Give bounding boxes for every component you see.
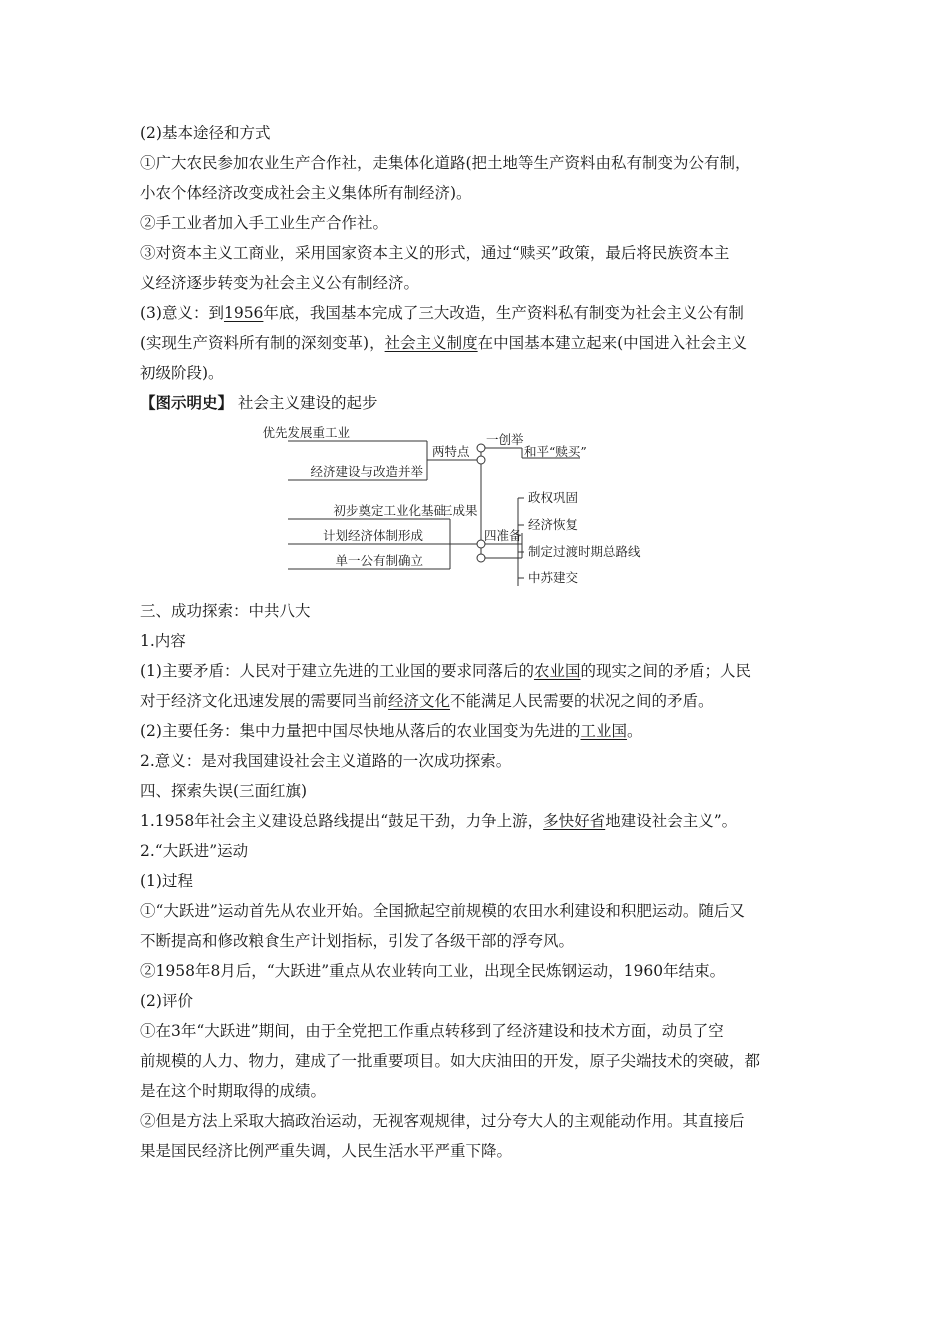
text-segment: 地建设社会主义”。	[605, 812, 738, 830]
diagram-group-label: 两特点	[432, 444, 470, 459]
text-segment: 初级阶段)。	[140, 364, 224, 382]
text-segment: 1.1958年社会主义建设总路线提出“鼓足干劲，力争上游，	[140, 812, 544, 830]
text-line	[140, 896, 820, 926]
text-line	[140, 716, 820, 746]
section-socialist-transformation	[140, 118, 820, 388]
text-segment: 小农个体经济改变成社会主义集体所有制经济)。	[140, 184, 472, 202]
diagram-group-label: 四准备	[484, 528, 522, 543]
diagram-item: 制定过渡时期总路线	[528, 544, 641, 559]
text-line	[140, 1016, 820, 1046]
node-circle	[477, 554, 485, 562]
diagram-item: 经济恢复	[528, 517, 579, 532]
text-line	[140, 866, 820, 896]
diagram-item: 初步奠定工业化基础	[333, 503, 446, 518]
text-segment: (1)主要矛盾：人民对于建立先进的工业国的要求同落后的	[140, 662, 534, 680]
diagram-item: 经济建设与改造并举	[310, 464, 423, 479]
text-segment: 2.“大跃进”运动	[140, 842, 249, 860]
text-segment: 。	[626, 722, 643, 740]
underlined-keyword: 工业国	[580, 722, 627, 740]
diagram-group-label: 三成果	[440, 503, 478, 518]
text-segment: 是在这个时期取得的成绩。	[140, 1082, 327, 1100]
text-segment: (3)意义：到	[140, 304, 224, 322]
diagram-item: 优先发展重工业	[262, 425, 350, 440]
underlined-keyword: 社会主义制度	[384, 334, 478, 352]
caption-title: 社会主义建设的起步	[237, 394, 378, 412]
text-segment: 前规模的人力、物力，建成了一批重要项目。如大庆油田的开发，原子尖端技术的突破，都	[140, 1052, 761, 1070]
text-line	[140, 626, 820, 656]
text-line	[140, 1046, 820, 1076]
text-line	[140, 1076, 820, 1106]
diagram-svg	[140, 418, 820, 596]
text-segment: (2)评价	[140, 992, 193, 1010]
text-segment: ①广大农民参加农业生产合作社，走集体化道路(把土地等生产资料由私有制变为公有制，	[140, 154, 751, 172]
text-line	[140, 268, 820, 298]
text-segment: 不断提高和修改粮食生产计划指标，引发了各级干部的浮夸风。	[140, 932, 575, 950]
text-line	[140, 298, 820, 328]
text-line	[140, 776, 820, 806]
diagram-group-label: 一创举	[486, 432, 524, 447]
text-line	[140, 1136, 820, 1166]
text-segment: 义经济逐步转变为社会主义公有制经济。	[140, 274, 420, 292]
underlined-keyword: 1956	[223, 304, 264, 322]
text-line	[140, 656, 820, 686]
diagram-item: 和平“赎买”	[524, 444, 587, 459]
text-segment: 三、成功探索：中共八大	[140, 602, 311, 620]
text-segment: 年底，我国基本完成了三大改造，生产资料私有制变为社会主义公有制	[263, 304, 744, 322]
underlined-keyword: 农业国	[533, 662, 581, 680]
text-segment: (2)主要任务：集中力量把中国尽快地从落后的农业国变为先进的	[140, 722, 581, 740]
diagram-item: 政权巩固	[528, 490, 579, 505]
text-segment: (实现生产资料所有制的深刻变革)，	[140, 334, 385, 352]
caption-bracket: 【图示明史】	[140, 393, 234, 412]
text-line	[140, 926, 820, 956]
text-segment: ①在3年“大跃进”期间，由于全党把工作重点转移到了经济建设和技术方面，动员了空	[140, 1022, 724, 1040]
text-line	[140, 148, 820, 178]
node-circle	[477, 444, 485, 452]
text-segment: ③对资本主义工商业，采用国家资本主义的形式，通过“赎买”政策，最后将民族资本主	[140, 244, 730, 262]
text-line	[140, 1106, 820, 1136]
text-line	[140, 358, 820, 388]
text-line	[140, 328, 820, 358]
text-segment: (1)过程	[140, 872, 193, 890]
text-segment: 2.意义：是对我国建设社会主义道路的一次成功探索。	[140, 752, 512, 770]
node-circle	[477, 456, 485, 464]
document-page	[140, 118, 820, 1166]
text-line	[140, 238, 820, 268]
text-line	[140, 956, 820, 986]
diagram-item: 中苏建交	[528, 570, 579, 585]
text-segment: ②手工业者加入手工业生产合作社。	[140, 214, 389, 232]
text-line	[140, 806, 820, 836]
text-segment: 不能满足人民需要的状况之间的矛盾。	[450, 692, 714, 710]
concept-diagram	[140, 418, 820, 596]
text-segment: 果是国民经济比例严重失调，人民生活水平严重下降。	[140, 1142, 513, 1160]
text-line	[140, 178, 820, 208]
section-exploration	[140, 596, 820, 1166]
text-segment: ②但是方法上采取大搞政治运动，无视客观规律，过分夸大人的主观能动作用。其直接后	[140, 1112, 745, 1130]
diagram-item: 计划经济体制形成	[322, 528, 423, 543]
text-line	[140, 208, 820, 238]
text-segment: ②1958年8月后，“大跃进”重点从农业转向工业，出现全民炼钢运动，1960年结束。	[140, 962, 726, 980]
underlined-keyword: 多快好省	[543, 812, 606, 830]
text-segment: 四、探索失误(三面红旗)	[140, 782, 308, 800]
text-line	[140, 746, 820, 776]
figure-caption	[140, 388, 820, 418]
text-line	[140, 836, 820, 866]
text-line	[140, 118, 820, 148]
text-segment: 1.内容	[140, 632, 186, 650]
text-line	[140, 596, 820, 626]
text-segment: (2)基本途径和方式	[140, 124, 271, 142]
diagram-item: 单一公有制确立	[335, 553, 423, 568]
text-line	[140, 686, 820, 716]
text-segment: 对于经济文化迅速发展的需要同当前	[140, 692, 389, 710]
text-segment: ①“大跃进”运动首先从农业开始。全国掀起空前规模的农田水利建设和积肥运动。随后又	[140, 902, 745, 920]
text-segment: 的现实之间的矛盾；人民	[580, 662, 751, 680]
underlined-keyword: 经济文化	[388, 692, 451, 710]
text-line	[140, 986, 820, 1016]
text-segment: 在中国基本建立起来(中国进入社会主义	[477, 334, 748, 352]
